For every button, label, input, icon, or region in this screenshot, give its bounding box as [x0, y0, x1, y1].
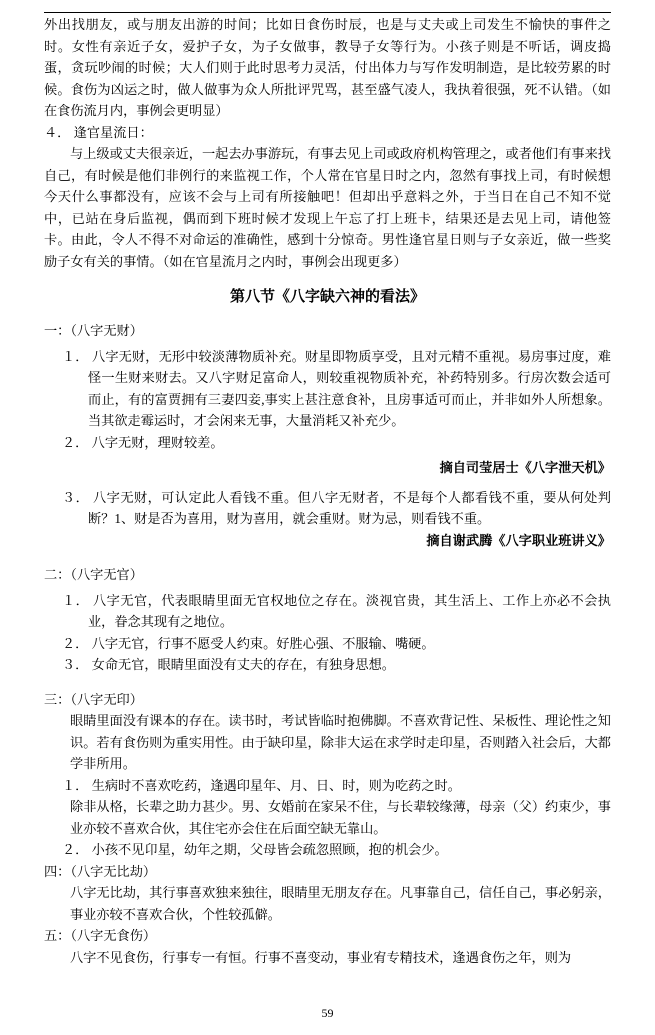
list-item-wealth-3: ３． 八字无财，可认定此人看钱不重。但八字无财者，不是每个人都看钱不重，要从何处判断？1、财是否为喜用，财为喜用，就会重财。财为忌，则看钱不重。 [62, 489, 611, 526]
subheading-no-bijie: 四：（八字无比劫） [44, 863, 157, 879]
list-item-officer-3: ３． 女命无官，眼睛里面没有丈夫的存在，有独身思想。 [62, 657, 395, 672]
citation-xiewuteng: 摘自谢武腾《八字职业班讲义》 [426, 532, 611, 548]
paragraph-outing-time: 外出找朋友，或与朋友出游的时间；比如日食伤时辰，也是与丈夫或上司发生不愉快的事件之时。女性有亲近子女，爱护子女，为子女做事，教导子女等行为。小孩子则是不听话，调皮捣蛋，贪玩吵闹的时候；大人们则于此时思考力灵活，付出体力与写作发明制造，是比较劳累的时候。食伤为凶运之时，做人做事为众人所批评咒骂，甚至盛气凌人，我执着很强，死不认错。（如在食伤流月内，事例会更明显） [44, 17, 611, 118]
subheading-no-seal: 三：（八字无印） [44, 691, 143, 707]
list-item-wealth-1: １． 八字无财，无形中较淡薄物质补充。财星即物质享受，且对元精不重视。易房事过度，难怪一生财来财去。又八字财足富命人，则较重视物质补充，补药特别多。行房次数会适可而止，有的富贾拥有三妻四妾,事实上甚注意食补，且房事适可而止，并非如外人所想象。当其欲走霉运时，才会闲来无事，大量消耗又补充少。 [62, 348, 611, 428]
list-item-wealth-2: ２． 八字无财，理财较差。 [62, 434, 224, 450]
list-item-officer-1: １． 八字无官，代表眼睛里面无官权地位之存在。淡视官贵，其生活上、工作上亦必不会执业，眷念其现有之地位。 [62, 592, 611, 629]
list-item-seal-2: ２． 小孩不见卬星，幼年之期，父母皆会疏忽照顾，抱的机会少。 [62, 842, 448, 857]
paragraph-no-bijie-desc: 八字无比劫，其行事喜欢独来独往，眼睛里无朋友存在。凡事靠自己，信任自己，事必躬亲，事业亦较不喜欢合伙，个性较孤僻。 [70, 885, 611, 922]
paragraph-officer-star-day: 与上级或丈夫很亲近，一起去办事游玩，有事去见上司或政府机构管理之，或者他们有事来找自己，有时候是他们非例行的来监视工作，个人常在官星日时之内，忽然有事找上司，有时候想今天什么事都没有，应该不会与上司有所接触吧！但却出乎意料之外，于当日在自己不知不觉中，已站在身后监视，偶而到下班时候才发现上午忘了打上班卡，结果还是去见上司，请他签卡。由此，令人不得不对命运的准确性，感到十分惊奇。男性逢官星日则与子女亲近，做一些奖励子女有关的事情。（如在官星流月之内时，事例会出现更多） [44, 146, 611, 269]
subheading-no-shishang: 五：（八字无食伤） [44, 928, 157, 943]
list-item-officer-2: ２． 八字无官，行事不愿受人约束。好胜心强、不服输、嘴硬。 [62, 635, 435, 651]
section-heading: 第八节《八字缺六神的看法》 [229, 289, 425, 305]
list-item-seal-1: １． 生病时不喜欢吃药，逢遇印星年、月、日、时，则为吃药之时。 [62, 777, 461, 793]
page-number: 59 [321, 1006, 334, 1020]
paragraph-no-shishang-desc: 八字不见食伤，行事专一有恒。行事不喜变动，事业宥专精技术，逢遇食伤之年，则为 [70, 949, 572, 965]
paragraph-no-seal-desc: 眼睛里面没有课本的存在。读书时，考试皆临时抱佛脚。不喜欢背记性、呆板性、理论性之知识。若有食伤则为重实用性。由于缺印星，除非大运在求学时走印星，否则踏入社会后，大都学非所用。 [70, 713, 611, 771]
page-top-rule [44, 12, 611, 13]
citation-siying: 摘自司莹居士《八字泄天机》 [439, 460, 611, 475]
list-item-4-heading: ４． 逢官星流日： [44, 124, 153, 140]
subheading-no-wealth: 一：（八字无财） [44, 323, 143, 338]
subheading-no-officer: 二：（八字无官） [44, 567, 143, 582]
paragraph-seal-elders: 除非从格，长辈之助力甚少。男、女婚前在家呆不住，与长辈较缘薄，母亲（父）约束少，事业亦较不喜欢合伙，其住宅亦会住在后面空缺无靠山。 [70, 799, 611, 836]
